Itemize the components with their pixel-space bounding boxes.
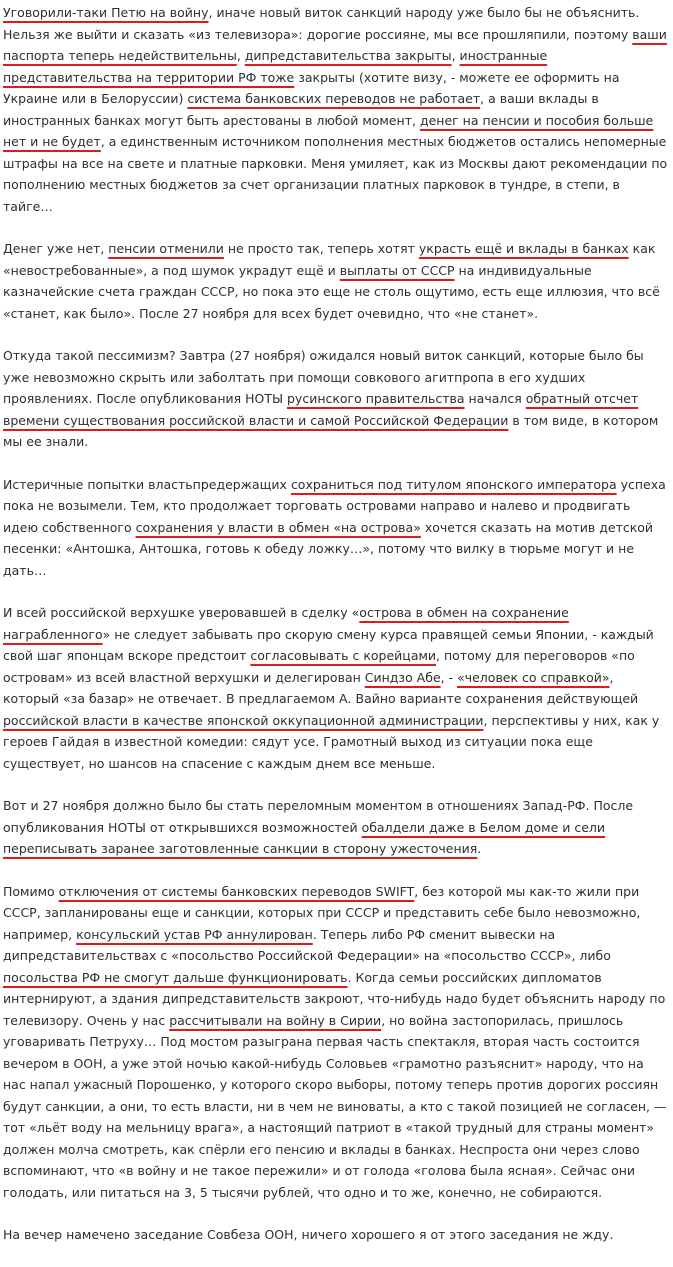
text-run: Истеричные попытки властьпредержащих (3, 476, 291, 492)
underlined-phrase: обратный отсчет времени существования российской власти и самой Российской Федерации (3, 391, 639, 428)
underlined-phrase: отключения от системы банковских переводов SWIFT (58, 883, 415, 899)
text-run: Помимо (3, 883, 59, 899)
underlined-phrase: согласовывать с корейцами (250, 648, 437, 663)
text-run: , потому для переговоров «по островам» из всей властной верхушки и делегирован (3, 648, 635, 685)
text-run: в том виде, в котором мы ее знали. (3, 412, 659, 449)
text-run: Откуда такой пессимизм? Завтра (27 ноября) ожидался новый виток санкций, которые было бы уже невозможно скрыть или заболтать при помощи совкового агитпропа в его худших проявлениях. После опубликования НОТЫ (3, 348, 644, 406)
paragraph (3, 345, 669, 453)
underlined-phrase: посольства РФ не смогут дальше функционировать (3, 969, 348, 985)
text-run: На вечер намечено заседание Совбеза ООН, ничего хорошего я от этого заседания не жду. (3, 1227, 614, 1242)
underlined-phrase: сохраниться под титулом японского императора (290, 476, 617, 492)
underlined-phrase: выплаты от СССР (339, 262, 455, 278)
text-run: , - (440, 669, 458, 685)
underlined-phrase: пенсии отменили (108, 241, 224, 256)
text-run: закрыты (хотите визу, - можете ее оформить на Украине или в Белоруссии) (3, 69, 620, 106)
text-run: . Когда семьи российских дипломатов интернируют, а здания дипредставительств закроют, что-нибудь надо будет объяснить народу по телевизору. Очень у нас (3, 969, 666, 1028)
text-run: . Теперь либо РФ сменит вывески на дипредставительствах с «посольство Российской Федерации» на «посольство СССР», либо (3, 926, 611, 963)
underlined-phrase: «человек со справкой» (457, 669, 610, 685)
text-run: хочется сказать на мотив детской песенки: «Антошка, Антошка, готовь к обеду ложку…», потому что вилку в тюрьме могут и не дать… (3, 519, 654, 578)
text-run: как «невостребованные», а под шумок украдут ещё и (3, 241, 656, 278)
underlined-phrase: русинского правительства (286, 391, 465, 406)
underlined-phrase: сохранения у власти в обмен «на острова» (135, 519, 421, 535)
text-run: , иначе новый виток санкций народу уже было бы не объяснить. Нельзя же выйти и сказать «из телевизора»: дорогие россияне, мы все прошляпили, поэтому (3, 5, 640, 42)
underlined-phrase: обалдели даже в Белом доме и сели переписывать заранее заготовленные санкции в сторону ужесточения (3, 819, 606, 856)
text-run: начался (464, 391, 526, 406)
text-run: , перспективы у них, как у героев Гайдая в известной комедии: сядут усе. Грамотный выход из ситуации пока еще существует, но шансов на спасение с каждым днем все меньше. (3, 712, 660, 771)
underlined-phrase: острова в обмен на сохранение награбленного (3, 605, 569, 642)
text-run: , а ваши вклады в иностранных банках могут быть арестованы в любой момент, (3, 91, 599, 128)
text-run: » не следует забывать про скорую смену курса правящей семьи Японии, - каждый свой шаг японцам вскоре предстоит (3, 626, 654, 663)
paragraph (3, 602, 669, 774)
underlined-phrase: иностранные представительства на территории РФ тоже (3, 48, 548, 85)
text-run: , (236, 48, 245, 63)
text-run: Денег уже нет, (3, 241, 109, 256)
underlined-phrase: дипредставительства закрыты (244, 48, 452, 63)
underlined-phrase: Уговорили-таки Петю на войну (3, 5, 209, 20)
underlined-phrase: денег на пенсии и пособия больше нет и не будет (3, 112, 654, 149)
text-run: , без которой мы как-то жили при СССР, запланированы еще и санкции, которых при СССР и представить себе было невозможно, например, (3, 883, 641, 942)
text-run: . (477, 841, 482, 856)
paragraph (3, 795, 669, 860)
underlined-phrase: система банковских переводов не работает (187, 91, 481, 106)
underlined-phrase: ваши паспорта теперь недействительны (3, 26, 667, 63)
text-run: , (451, 48, 460, 63)
paragraph (3, 2, 669, 217)
underlined-phrase: украсть ещё и вклады в банках (418, 241, 629, 256)
text-run: успеха пока не возымели. Тем, кто продолжает торговать островами направо и налево и продвигать идею собственного (3, 476, 666, 535)
paragraph (3, 1224, 669, 1246)
text-run: на индивидуальные казначейские счета граждан СССР, но пока это еще не столь ощутимо, есть еще иллюзия, что всё «станет, как было». После 27 ноября для всех будет очевидно, что «не станет». (3, 262, 660, 321)
paragraph (3, 881, 669, 1204)
underlined-phrase: консульский устав РФ аннулирован (76, 926, 313, 942)
underlined-phrase: рассчитывали на войну в Сирии (169, 1012, 382, 1028)
text-run: , а единственным источником пополнения местных бюджетов остались непомерные штрафы на все на свете и платные парковки. Меня умиляет, как из Москвы дают рекомендации по пополнению местных бюджетов за счет организации платных парковок в тундре, в степи, в тайге… (3, 134, 668, 214)
underlined-phrase: российской власти в качестве японской оккупационной администрации (3, 712, 484, 728)
text-run: , но война застопорилась, пришлось уговаривать Петруху… Под мостом разыграна первая часть спектакля, вторая часть состоится вечером в ООН, а уже этой ночью какой-нибудь Соловьев «грамотно разъяснит» народу, что на нас напал ужасный Порошенко, у которого скоро выборы, потому теперь против дорогих россиян будут санкции, а они, то есть власти, ни в чем не виноваты, а кто с такой позицией не согласен, — тот «льёт воду на мельницу врага», а настоящий патриот в «такой трудный для страны момент» должен молча смотреть, как спёрли его пенсию и вклады в банках. Неспроста они через слово вспоминают, что «в войну и не такое пережили» и от голода «голова была ясная». Сейчас они голодать, или питаться на 3, 5 тысячи рублей, что одно и то же, конечно, не собираются. (3, 1012, 667, 1200)
text-run: , который «за базар» не отвечает. В предлагаемом А. Вайно варианте сохранения действующей (3, 669, 639, 706)
underlined-phrase: Синдзо Абе (364, 669, 441, 685)
text-run: не просто так, теперь хотят (223, 241, 419, 256)
text-run: И всей российской верхушке уверовавшей в сделку « (3, 605, 360, 620)
paragraph (3, 238, 669, 324)
paragraph (3, 474, 669, 582)
text-run: Вот и 27 ноября должно было бы стать переломным моментом в отношениях Запад-РФ. После опубликования НОТЫ от открывшихся возможностей (3, 798, 634, 835)
